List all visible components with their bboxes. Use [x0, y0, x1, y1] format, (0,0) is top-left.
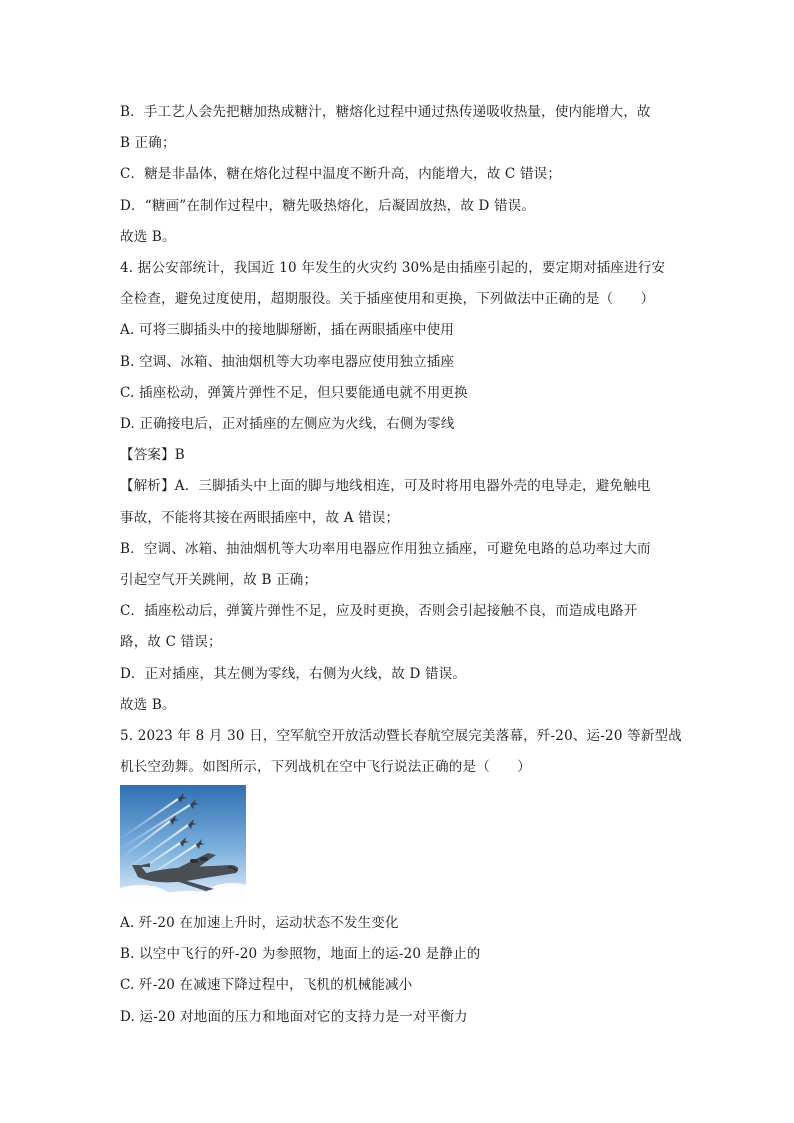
analysis-line: 事故，不能将其接在两眼插座中，故 A 错误；: [120, 510, 400, 526]
answer-label: 【答案】B: [120, 447, 185, 463]
text-line: D．“糖画”在制作过程中，糖先吸热熔化，后凝固放热，故 D 错误。: [120, 198, 536, 214]
analysis-line: 【解析】A．三脚插头中上面的脚与地线相连，可及时将用电器外壳的电导走，避免触电: [120, 478, 651, 494]
question-5-stem: 机长空劲舞。如图所示，下列战机在空中飞行说法正确的是（ ）: [120, 759, 531, 775]
question-5-option-d: D. 运-20 对地面的压力和地面对它的支持力是一对平衡力: [120, 1009, 468, 1025]
question-5-option-b: B. 以空中飞行的歼-20 为参照物，地面上的运-20 是静止的: [120, 946, 481, 962]
text-line: B．手工艺人会先把糖加热成糖汁，糖熔化过程中通过热传递吸收热量，使内能增大，故: [120, 104, 651, 120]
analysis-line: 故选 B。: [120, 697, 176, 713]
analysis-line: B．空调、冰箱、抽油烟机等大功率用电器应作用独立插座，可避免电路的总功率过大而: [120, 541, 651, 557]
aircraft-photo: [120, 785, 246, 905]
analysis-line: D．正对插座，其左侧为零线，右侧为火线，故 D 错误。: [120, 666, 467, 682]
question-4-option-c: C. 插座松动，弹簧片弹性不足，但只要能通电就不用更换: [120, 385, 468, 401]
text-line: C．糖是非晶体，糖在熔化过程中温度不断升高，内能增大，故 C 错误；: [120, 166, 562, 182]
analysis-line: C．插座松动后，弹簧片弹性不足，应及时更换，否则会引起接触不良，而造成电路开: [120, 603, 638, 619]
question-4-option-b: B. 空调、冰箱、抽油烟机等大功率电器应使用独立插座: [120, 354, 455, 370]
text-line: B 正确；: [120, 135, 176, 151]
analysis-line: 引起空气开关跳闸，故 B 正确；: [120, 572, 318, 588]
text-line: 故选 B。: [120, 229, 176, 245]
question-4-stem: 全检查，避免过度使用，超期服役。关于插座使用和更换，下列做法中正确的是（ ）: [120, 291, 655, 307]
question-5-option-a: A. 歼-20 在加速上升时，运动状态不发生变化: [120, 915, 399, 931]
question-5-option-c: C. 歼-20 在减速下降过程中，飞机的机械能减小: [120, 977, 413, 993]
question-5-stem: 5. 2023 年 8 月 30 日，空军航空开放活动暨长春航空展完美落幕，歼-20、运-20 等新型战: [120, 728, 682, 744]
analysis-line: 路，故 C 错误；: [120, 634, 222, 650]
question-4-option-d: D. 正确接电后，正对插座的左侧应为火线，右侧为零线: [120, 416, 455, 432]
question-4-stem: 4. 据公安部统计，我国近 10 年发生的火灾约 30%是由插座引起的，要定期对插座进行安: [120, 260, 666, 276]
question-4-option-a: A. 可将三脚插头中的接地脚掰断，插在两眼插座中使用: [120, 322, 455, 338]
